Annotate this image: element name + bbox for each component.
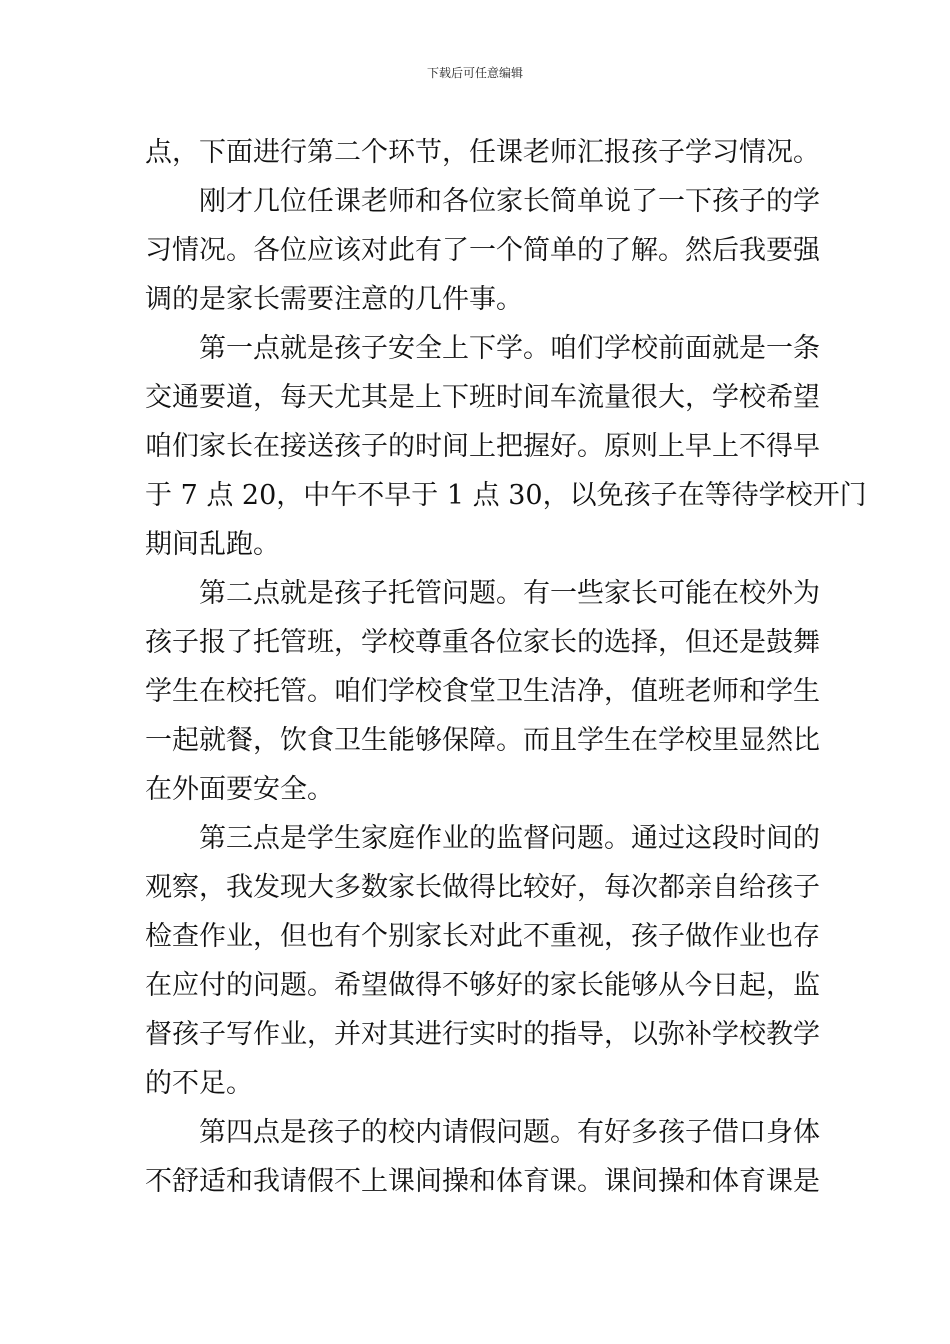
paragraph bbox=[145, 1108, 820, 1206]
text-line: 交通要道，每天尤其是上下班时间车流量很大，学校希望 bbox=[145, 382, 820, 413]
paragraph bbox=[145, 814, 820, 1108]
text-line: 习情况。各位应该对此有了一个简单的了解。然后我要强 bbox=[145, 235, 820, 266]
text-line: 督孩子写作业，并对其进行实时的指导，以弥补学校教学 bbox=[145, 1019, 820, 1050]
text-line: 期间乱跑。 bbox=[145, 529, 280, 560]
text-line: 第二点就是孩子托管问题。有一些家长可能在校外为 bbox=[199, 578, 820, 609]
text-line: 在应付的问题。希望做得不够好的家长能够从今日起，监 bbox=[145, 970, 820, 1001]
text-line: 第三点是学生家庭作业的监督问题。通过这段时间的 bbox=[199, 823, 820, 854]
text-line: 观察，我发现大多数家长做得比较好，每次都亲自给孩子 bbox=[145, 872, 820, 903]
text-line: 于 7 点 20，中午不早于 1 点 30，以免孩子在等待学校开门 bbox=[145, 480, 867, 511]
paragraph bbox=[145, 177, 820, 324]
text-line: 检查作业，但也有个别家长对此不重视，孩子做作业也存 bbox=[145, 921, 820, 952]
text-line: 咱们家长在接送孩子的时间上把握好。原则上早上不得早 bbox=[145, 431, 820, 462]
text-line: 一起就餐，饮食卫生能够保障。而且学生在学校里显然比 bbox=[145, 725, 820, 756]
paragraph bbox=[145, 128, 820, 177]
text-line: 第四点是孩子的校内请假问题。有好多孩子借口身体 bbox=[199, 1117, 820, 1148]
text-line: 调的是家长需要注意的几件事。 bbox=[145, 284, 523, 315]
text-line: 刚才几位任课老师和各位家长简单说了一下孩子的学 bbox=[199, 186, 820, 217]
paragraph bbox=[145, 324, 867, 569]
text-line: 第一点就是孩子安全上下学。咱们学校前面就是一条 bbox=[199, 333, 820, 364]
body-text bbox=[145, 128, 867, 1206]
paragraph bbox=[145, 569, 820, 814]
text-line: 的不足。 bbox=[145, 1068, 253, 1099]
text-line: 在外面要安全。 bbox=[145, 774, 334, 805]
text-line: 孩子报了托管班，学校尊重各位家长的选择，但还是鼓舞 bbox=[145, 627, 820, 658]
text-line: 点，下面进行第二个环节，任课老师汇报孩子学习情况。 bbox=[145, 137, 820, 168]
text-line: 不舒适和我请假不上课间操和体育课。课间操和体育课是 bbox=[145, 1166, 820, 1197]
page-header: 下载后可任意编辑 bbox=[426, 66, 523, 80]
text-line: 学生在校托管。咱们学校食堂卫生洁净，值班老师和学生 bbox=[145, 676, 820, 707]
